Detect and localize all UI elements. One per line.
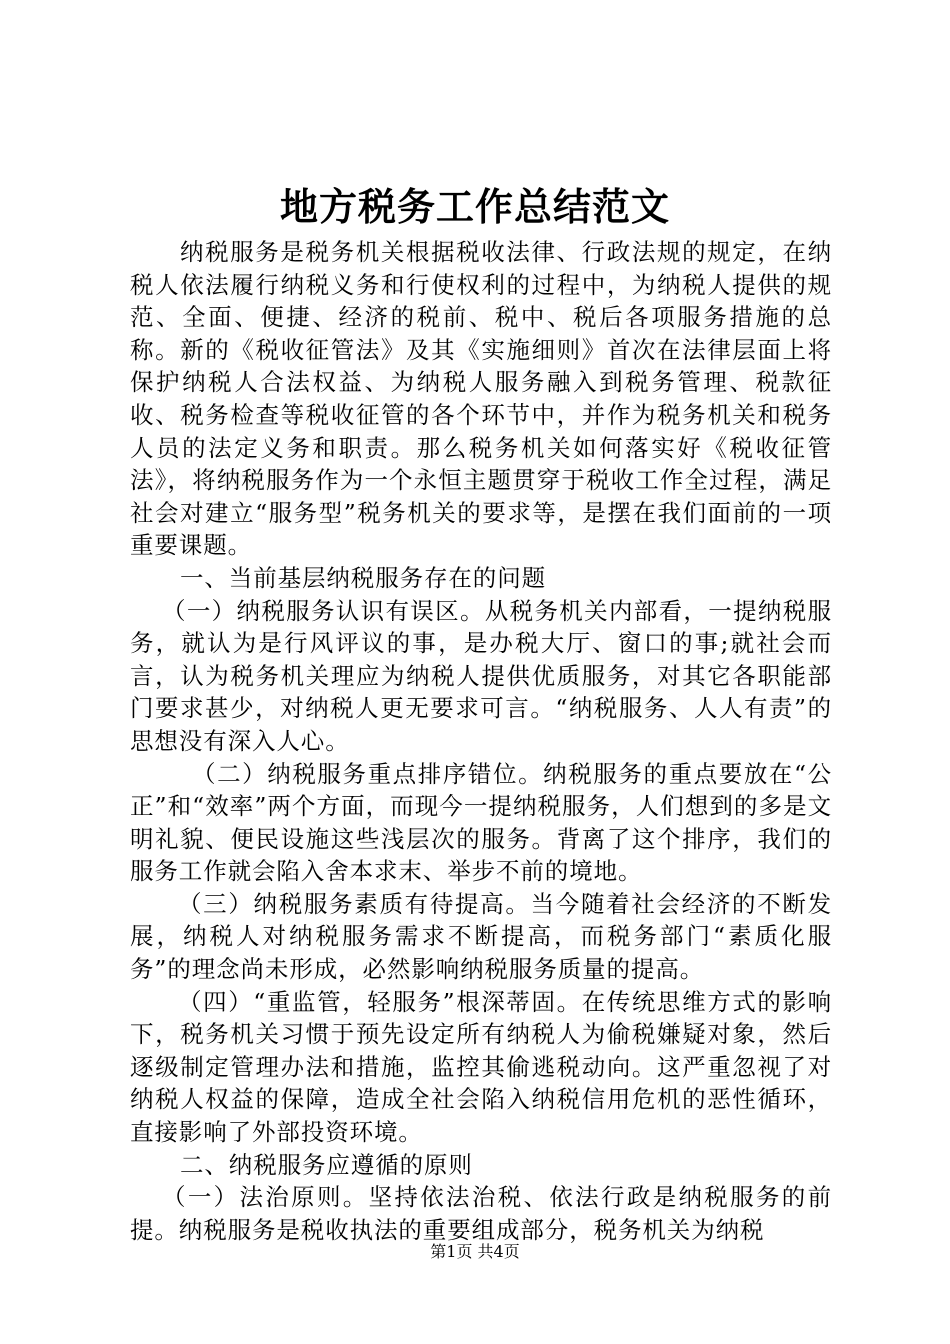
page-footer: 第1页 共4页 — [430, 1242, 520, 1261]
document-body — [130, 236, 832, 1246]
paragraph-item-1-4: （四）“重监管，轻服务”根深蒂固。在传统思维方式的影响下，税务机关习惯于预先设定所有纳税人为偷税嫌疑对象，然后逐级制定管理办法和措施，监控其偷逃税动向。这严重忽视了对纳税人权益的保障，造成全社会陷入纳税信用危机的恶性循环，直接影响了外部投资环境。 — [130, 987, 832, 1147]
paragraph-item-2-1: （一）法治原则。坚持依法治税、依法行政是纳税服务的前提。纳税服务是税收执法的重要组成部分，税务机关为纳税 — [130, 1183, 832, 1244]
document-title: 地方税务工作总结范文 — [279, 184, 670, 229]
paragraph-intro: 纳税服务是税务机关根据税收法律、行政法规的规定，在纳税人依法履行纳税义务和行使权利的过程中，为纳税人提供的规范、全面、便捷、经济的税前、税中、税后各项服务措施的总称。新的《税收征管法》及其《实施细则》首次在法律层面上将保护纳税人合法权益、为纳税人服务融入到税务管理、税款征收、税务检查等税收征管的各个环节中，并作为税务机关和税务人员的法定义务和职责。那么税务机关如何落实好《税收征管法》，将纳税服务作为一个永恒主题贯穿于税收工作全过程，满足社会对建立“服务型”税务机关的要求等，是摆在我们面前的一项重要课题。 — [130, 238, 832, 560]
paragraph-item-1-1: （一）纳税服务认识有误区。从税务机关内部看，一提纳税服务，就认为是行风评议的事，是办税大厅、窗口的事;就社会而言，认为税务机关理应为纳税人提供优质服务，对其它各职能部门要求甚少，对纳税人更无要求可言。“纳税服务、人人有责”的思想没有深入人心。 — [130, 596, 832, 755]
paragraph-item-1-3: （三）纳税服务素质有待提高。当今随着社会经济的不断发展，纳税人对纳税服务需求不断提高，而税务部门“素质化服务”的理念尚未形成，必然影响纳税服务质量的提高。 — [130, 889, 832, 984]
section-heading-2: 二、纳税服务应遵循的原则 — [180, 1150, 473, 1179]
paragraph-item-1-2: （二）纳税服务重点排序错位。纳税服务的重点要放在“公正”和“效率”两个方面，而现今一提纳税服务，人们想到的多是文明礼貌、便民设施这些浅层次的服务。背离了这个排序，我们的服务工作就会陷入舍本求末、举步不前的境地。 — [130, 759, 832, 886]
section-heading-1: 一、当前基层纳税服务存在的问题 — [180, 563, 546, 592]
